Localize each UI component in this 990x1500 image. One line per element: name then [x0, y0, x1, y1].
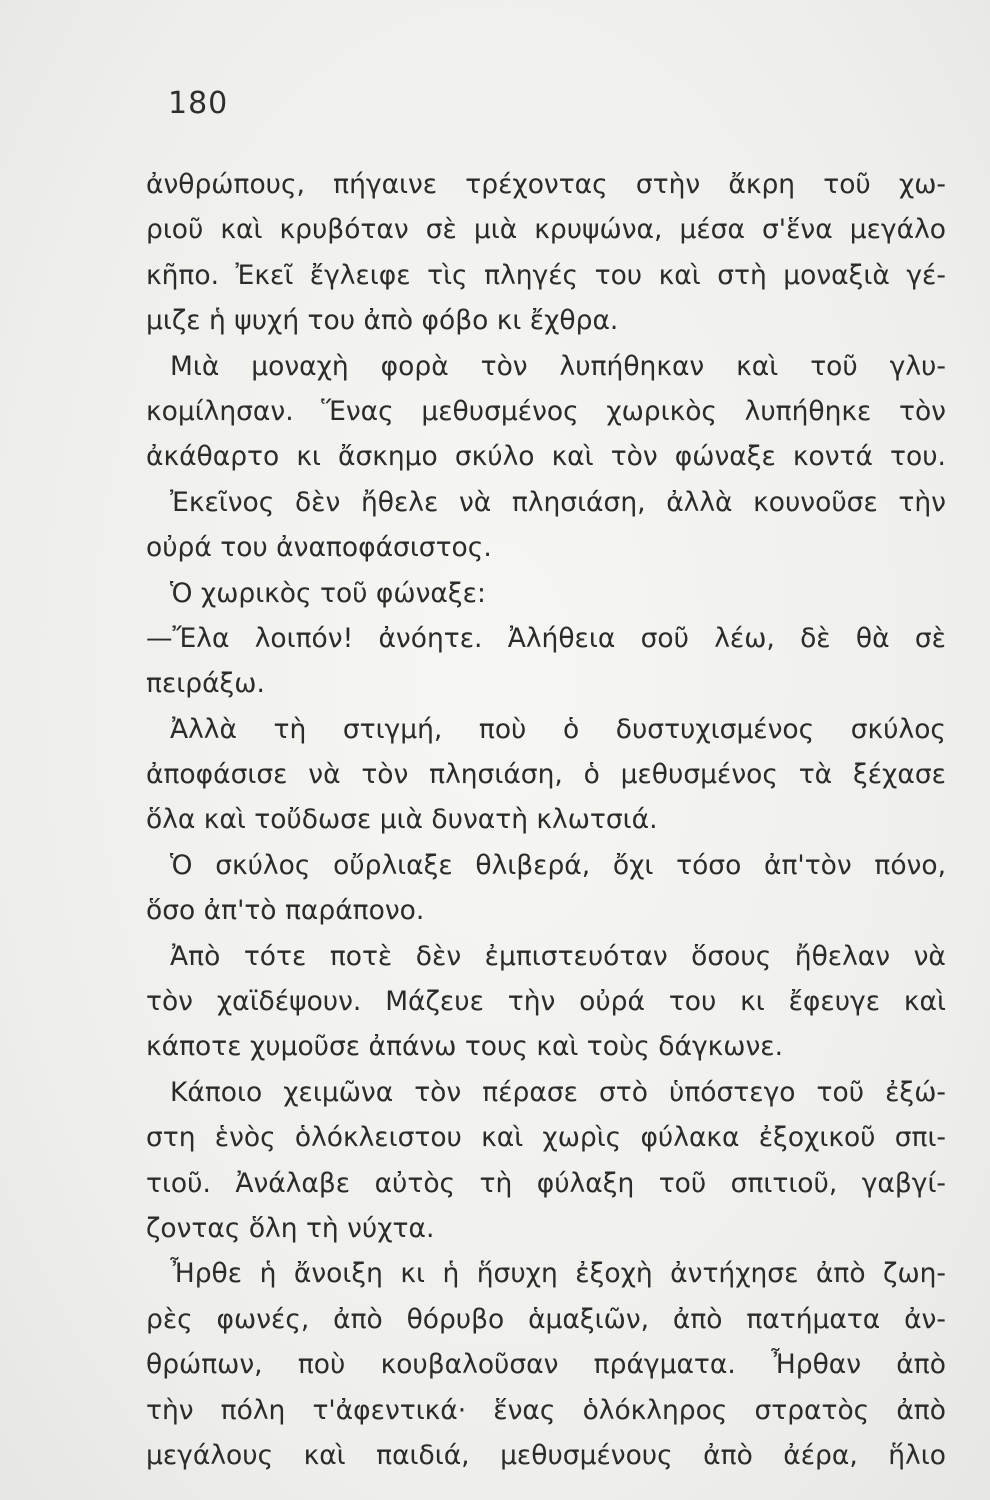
text-line: ὅλα καὶ τοὔδωσε μιὰ δυνατὴ κλωτσιά. — [146, 804, 658, 836]
text-line: ἀνθρώπους, πήγαινε τρέχοντας στὴν ἄκρη τοῦ χω- — [146, 169, 946, 200]
text-line: ἀποφάσισε νὰ τὸν πλησιάση, ὁ μεθυσμένος τὰ ξέχασε — [146, 759, 946, 791]
text-line: ρὲς φωνές, ἀπὸ θόρυβο ἁμαξιῶν, ἀπὸ πατήματα ἀν- — [146, 1303, 946, 1335]
text-line: —Ἔλα λοιπόν! ἀνόητε. Ἀλήθεια σοῦ λέω, δὲ θὰ σὲ — [146, 622, 946, 654]
text-line: τὸν χαϊδέψουν. Μάζευε τὴν οὐρά του κι ἔφευγε καὶ — [146, 986, 946, 1018]
text-line: κομίλησαν. Ἕνας μεθυσμένος χωρικὸς λυπήθηκε τὸν — [146, 395, 946, 427]
body-text — [146, 162, 946, 1478]
text-line: Ὁ σκύλος οὔρλιαξε θλιβερά, ὄχι τόσο ἀπ'τὸν πόνο, — [170, 849, 946, 881]
text-line: μεγάλους καὶ παιδιά, μεθυσμένους ἀπὸ ἀέρα, ἥλιο — [146, 1439, 946, 1471]
text-line: ἀκάθαρτο κι ἄσκημο σκύλο καὶ τὸν φώναξε κοντά του. — [146, 441, 946, 473]
text-line: μιζε ἡ ψυχή του ἀπὸ φόβο κι ἔχθρα. — [146, 305, 619, 337]
page-number: 180 — [168, 86, 229, 121]
text-line: Ὁ χωρικὸς τοῦ φώναξε: — [170, 577, 486, 609]
text-line: ὅσο ἀπ'τὸ παράπονο. — [146, 895, 425, 927]
text-line: Ἀπὸ τότε ποτὲ δὲν ἐμπιστευόταν ὅσους ἤθελαν νὰ — [170, 940, 946, 972]
text-line: Ἐκεῖνος δὲν ἤθελε νὰ πλησιάση, ἀλλὰ κουνοῦσε τὴν — [170, 486, 946, 518]
text-line: ζοντας ὅλη τὴ νύχτα. — [146, 1212, 435, 1244]
text-line: τιοῦ. Ἀνάλαβε αὐτὸς τὴ φύλαξη τοῦ σπιτιοῦ, γαβγί- — [146, 1167, 946, 1199]
text-line: Ἀλλὰ τὴ στιγμή, ποὺ ὁ δυστυχισμένος σκύλος — [170, 713, 946, 745]
text-line: τὴν πόλη τ'ἀφεντικά· ἕνας ὁλόκληρος στρατὸς ἀπὸ — [146, 1394, 946, 1426]
text-line: Κάποιο χειμῶνα τὸν πέρασε στὸ ὑπόστεγο τοῦ ἐξώ- — [170, 1076, 946, 1108]
text-line: ριοῦ καὶ κρυβόταν σὲ μιὰ κρυψώνα, μέσα σ'ἕνα μεγάλο — [146, 214, 946, 246]
text-line: κάποτε χυμοῦσε ἀπάνω τους καὶ τοὺς δάγκωνε. — [146, 1031, 784, 1063]
text-line: πειράξω. — [146, 668, 265, 700]
text-line: στη ἑνὸς ὁλόκλειστου καὶ χωρὶς φύλακα ἐξοχικοῦ σπι- — [146, 1122, 946, 1154]
text-line: Μιὰ μοναχὴ φορὰ τὸν λυπήθηκαν καὶ τοῦ γλυ- — [170, 350, 946, 382]
text-line: οὐρά του ἀναποφάσιστος. — [146, 532, 492, 564]
text-line: Ἦρθε ἡ ἄνοιξη κι ἡ ἥσυχη ἐξοχὴ ἀντήχησε ἀπὸ ζωη- — [170, 1258, 946, 1290]
text-line: κῆπο. Ἐκεῖ ἔγλειφε τὶς πληγές του καὶ στὴ μοναξιὰ γέ- — [146, 259, 946, 291]
text-line: θρώπων, ποὺ κουβαλοῦσαν πράγματα. Ἦρθαν ἀπὸ — [146, 1349, 946, 1381]
